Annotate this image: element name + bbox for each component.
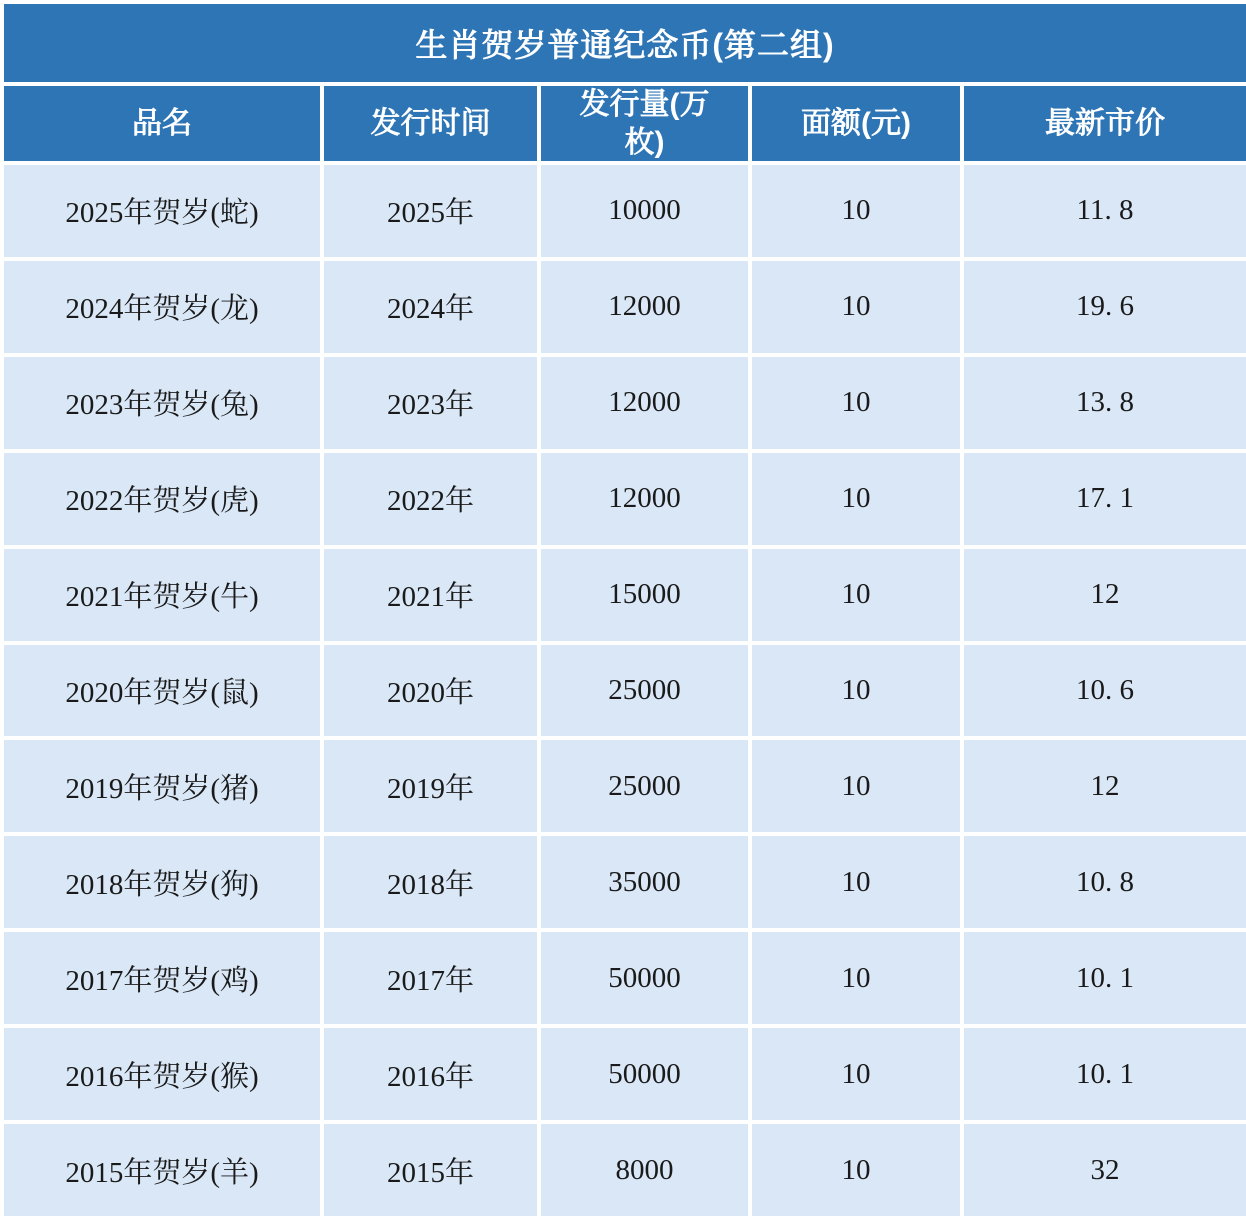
table-cell: 2015年贺岁(羊) [2, 1122, 322, 1218]
table-cell: 2020年贺岁(鼠) [2, 643, 322, 739]
title-row [2, 2, 1246, 84]
table-cell: 10 [750, 1122, 962, 1218]
table-cell: 10. 1 [962, 930, 1246, 1026]
table-title: 生肖贺岁普通纪念币(第二组) [2, 2, 1246, 84]
table-row [2, 643, 1246, 739]
table-cell: 2025年 [322, 163, 539, 259]
table-cell: 2018年贺岁(狗) [2, 834, 322, 930]
table-cell: 13. 8 [962, 355, 1246, 451]
table-cell: 8000 [539, 1122, 750, 1218]
table-cell: 25000 [539, 643, 750, 739]
table-cell: 10. 6 [962, 643, 1246, 739]
table-cell: 2022年贺岁(虎) [2, 451, 322, 547]
table-cell: 10 [750, 834, 962, 930]
table-row [2, 163, 1246, 259]
table-cell: 2016年 [322, 1026, 539, 1122]
table-cell: 12000 [539, 259, 750, 355]
table-cell: 2023年贺岁(兔) [2, 355, 322, 451]
table-cell: 2017年贺岁(鸡) [2, 930, 322, 1026]
column-header: 发行量(万枚) [539, 84, 750, 163]
table-row [2, 355, 1246, 451]
table-cell: 11. 8 [962, 163, 1246, 259]
table-row [2, 259, 1246, 355]
table-cell: 2016年贺岁(猴) [2, 1026, 322, 1122]
table-cell: 2024年 [322, 259, 539, 355]
table-cell: 2019年 [322, 738, 539, 834]
table-cell: 10. 8 [962, 834, 1246, 930]
table-cell: 10 [750, 930, 962, 1026]
table-cell: 10. 1 [962, 1026, 1246, 1122]
table-cell: 10 [750, 259, 962, 355]
table-cell: 2023年 [322, 355, 539, 451]
table-cell: 12 [962, 547, 1246, 643]
table-cell: 2019年贺岁(猪) [2, 738, 322, 834]
table-cell: 2024年贺岁(龙) [2, 259, 322, 355]
table-cell: 2018年 [322, 834, 539, 930]
column-header: 最新市价 [962, 84, 1246, 163]
table-cell: 12000 [539, 451, 750, 547]
table-row [2, 738, 1246, 834]
table-cell: 10000 [539, 163, 750, 259]
table-cell: 10 [750, 643, 962, 739]
table-cell: 15000 [539, 547, 750, 643]
table-row [2, 451, 1246, 547]
table-cell: 2017年 [322, 930, 539, 1026]
table-cell: 10 [750, 451, 962, 547]
table-cell: 10 [750, 163, 962, 259]
table-row [2, 930, 1246, 1026]
table-cell: 10 [750, 738, 962, 834]
table-cell: 2025年贺岁(蛇) [2, 163, 322, 259]
table-cell: 10 [750, 1026, 962, 1122]
column-header: 品名 [2, 84, 322, 163]
table-cell: 12000 [539, 355, 750, 451]
table-cell: 10 [750, 547, 962, 643]
table-cell: 50000 [539, 1026, 750, 1122]
table-row [2, 834, 1246, 930]
table-row [2, 1026, 1246, 1122]
table-cell: 25000 [539, 738, 750, 834]
table-cell: 12 [962, 738, 1246, 834]
table-cell: 2021年 [322, 547, 539, 643]
table-cell: 50000 [539, 930, 750, 1026]
header-row [2, 84, 1246, 163]
table-cell: 32 [962, 1122, 1246, 1218]
table-cell: 19. 6 [962, 259, 1246, 355]
table-cell: 2015年 [322, 1122, 539, 1218]
table-cell: 35000 [539, 834, 750, 930]
table-row [2, 1122, 1246, 1218]
table-cell: 2021年贺岁(牛) [2, 547, 322, 643]
table-row [2, 547, 1246, 643]
column-header: 面额(元) [750, 84, 962, 163]
table-cell: 2022年 [322, 451, 539, 547]
table-cell: 2020年 [322, 643, 539, 739]
column-header: 发行时间 [322, 84, 539, 163]
table-body [2, 163, 1246, 1218]
table-cell: 17. 1 [962, 451, 1246, 547]
table-cell: 10 [750, 355, 962, 451]
